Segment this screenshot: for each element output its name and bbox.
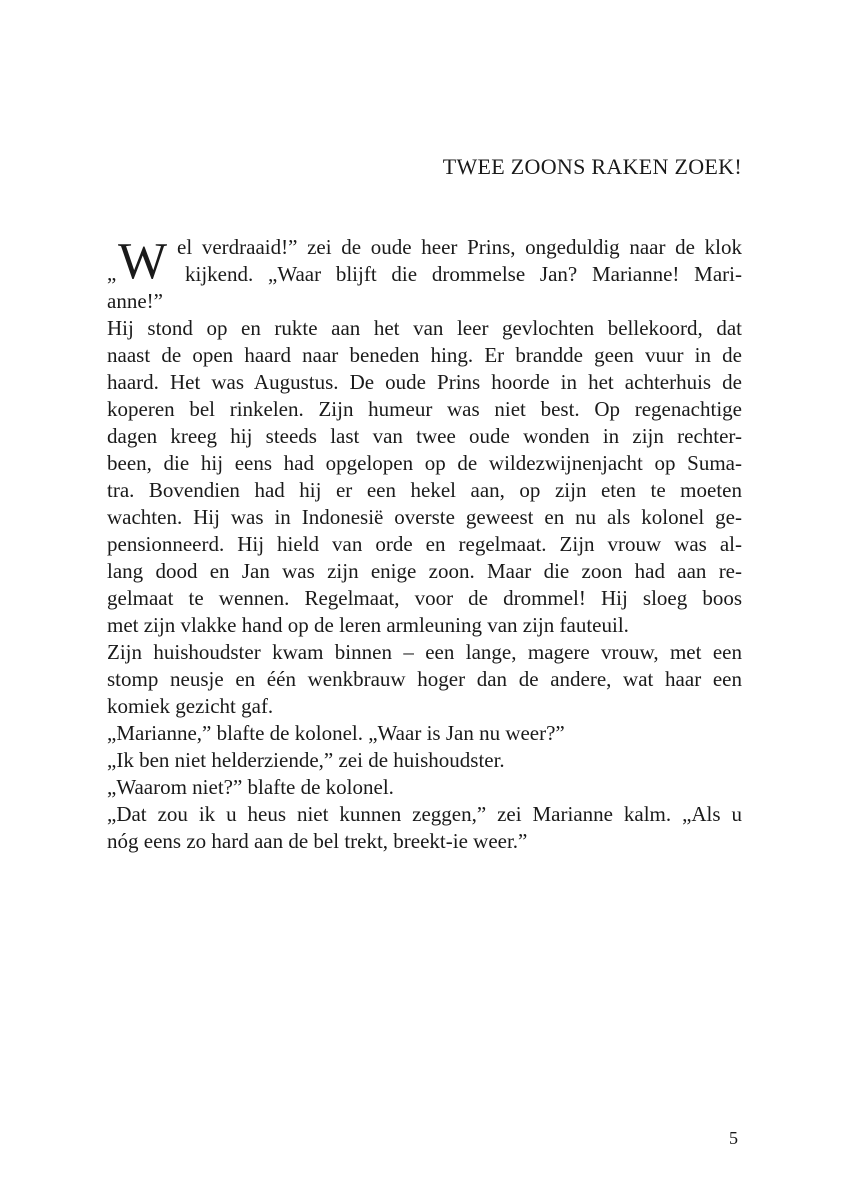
- text-line: dagen kreeg hij steeds last van twee oude wonden in zijn rechter-: [107, 424, 742, 448]
- text-line: haard. Het was Augustus. De oude Prins hoorde in het achterhuis de: [107, 370, 742, 394]
- text-line: komiek gezicht gaf.: [107, 694, 274, 718]
- paragraph: [107, 315, 742, 639]
- paragraph: [107, 801, 742, 855]
- text-line: Zijn huishoudster kwam binnen – een lange, magere vrouw, met een: [107, 640, 742, 664]
- text-line: nóg eens zo hard aan de bel trekt, breekt-ie weer.”: [107, 829, 528, 853]
- text-line: lang dood en Jan was zijn enige zoon. Maar die zoon had aan re-: [107, 559, 742, 583]
- text-line: naast de open haard naar beneden hing. Er brandde geen vuur in de: [107, 343, 742, 367]
- text-line: anne!”: [107, 289, 163, 313]
- text-line: koperen bel rinkelen. Zijn humeur was niet best. Op regenachtige: [107, 397, 742, 421]
- text-line: „Dat zou ik u heus niet kunnen zeggen,” zei Marianne kalm. „Als u: [107, 802, 742, 826]
- text-line: gelmaat te wennen. Regelmaat, voor de drommel! Hij sloeg boos: [107, 586, 742, 610]
- page-number: 5: [729, 1128, 738, 1148]
- text-line: „Waarom niet?” blafte de kolonel.: [107, 775, 394, 799]
- drop-cap-letter: W: [118, 233, 168, 290]
- text-block: [107, 234, 742, 855]
- text-line: tra. Bovendien had hij er een hekel aan, op zijn eten te moeten: [107, 478, 742, 502]
- drop-cap: [107, 234, 185, 288]
- text-line: met zijn vlakke hand op de leren armleuning van zijn fauteuil.: [107, 613, 629, 637]
- text-line: stomp neusje en één wenkbrauw hoger dan de andere, wat haar een: [107, 667, 742, 691]
- paragraph: [107, 747, 742, 774]
- text-line: been, die hij eens had opgelopen op de wildezwijnenjacht op Suma-: [107, 451, 742, 475]
- paragraph: [107, 639, 742, 720]
- paragraph: [107, 774, 742, 801]
- text-line: wachten. Hij was in Indonesië overste geweest en nu als kolonel ge-: [107, 505, 742, 529]
- text-line: pensionneerd. Hij hield van orde en regelmaat. Zijn vrouw was al-: [107, 532, 742, 556]
- chapter-title: TWEE ZOONS RAKEN ZOEK!: [442, 154, 742, 179]
- text-line: el verdraaid!” zei de oude heer Prins, ongeduldig naar de klok: [177, 235, 742, 259]
- text-line: „Ik ben niet helderziende,” zei de huishoudster.: [107, 748, 505, 772]
- text-line: kijkend. „Waar blijft die drommelse Jan? Marianne! Mari-: [185, 262, 742, 286]
- text-line: „Marianne,” blafte de kolonel. „Waar is Jan nu weer?”: [107, 721, 565, 745]
- drop-cap-quote: „: [107, 261, 117, 285]
- paragraph: [107, 234, 742, 315]
- paragraph: [107, 720, 742, 747]
- text-line: Hij stond op en rukte aan het van leer gevlochten bellekoord, dat: [107, 316, 742, 340]
